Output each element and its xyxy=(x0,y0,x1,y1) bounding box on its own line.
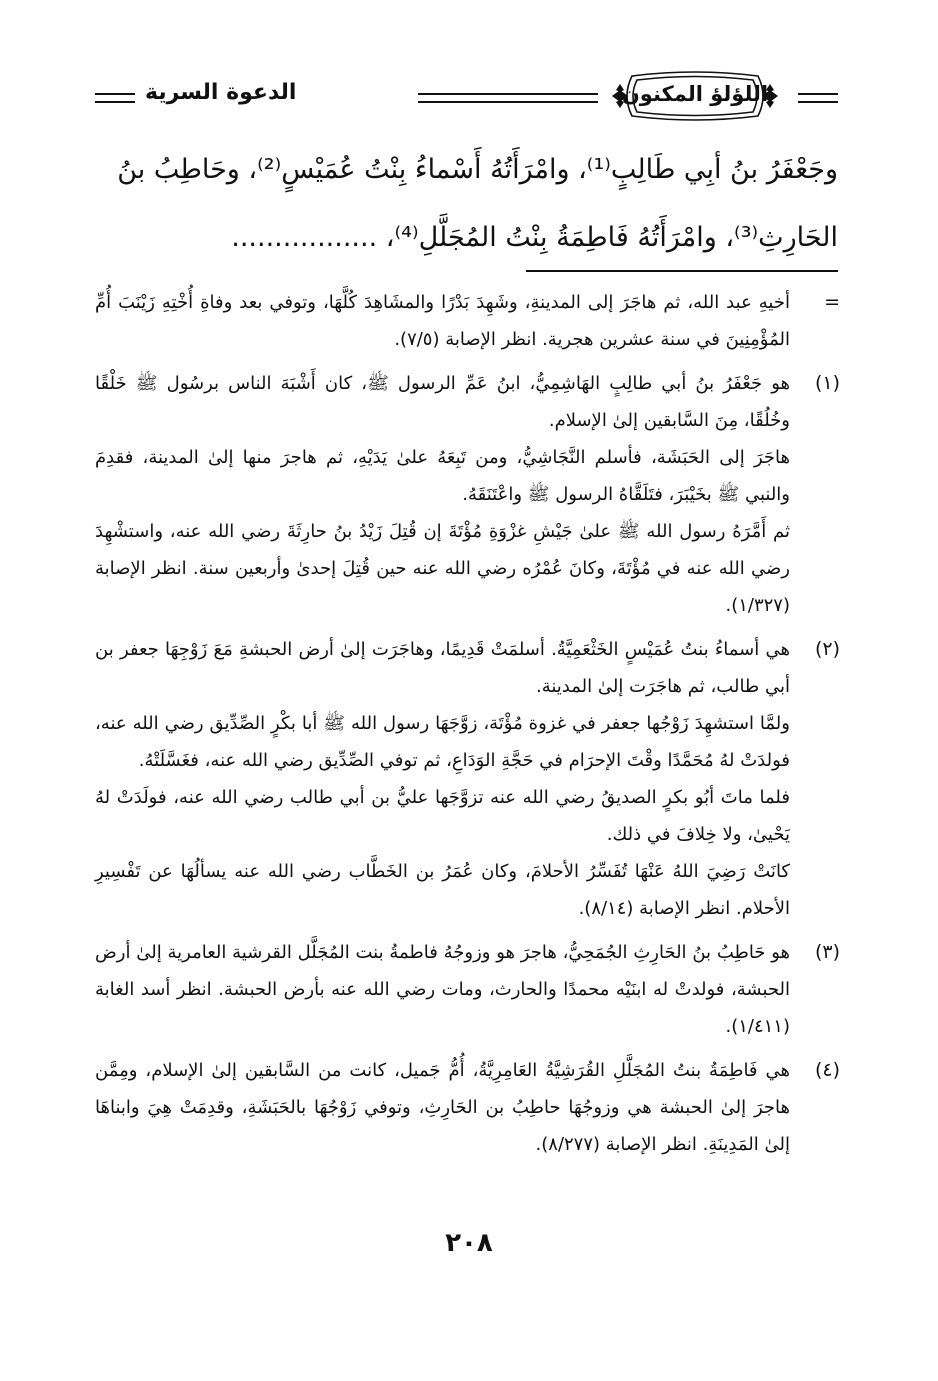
section-title: الدعوة السرية xyxy=(145,80,297,105)
footnote-paragraph: هي أسماءُ بنتُ عُمَيْسٍ الخَثْعَمِيَّةُ. أسلمَتْ قَدِيمًا، وهاجَرَت إلىٰ أرض الحبشةِ مَعَ زَوْجِهَا جعفر بن أبي طالب، ثم هاجَرَت إلىٰ المدينة. xyxy=(95,639,790,697)
page-number: ٢٠٨ xyxy=(445,1228,493,1258)
footnote-paragraph: هو جَعْفَرُ بنُ أبي طالِبٍ الهَاشِمِيُّ، ابنُ عَمِّ الرسول ﷺ، كان أَشْبَهَ الناس برسُول ﷺ خَلْقًا وخُلُقًا، مِنَ السَّابقين إلىٰ الإسلام. xyxy=(95,373,790,431)
footnote-continued xyxy=(95,284,840,358)
footnote-mark: (٤) xyxy=(814,1059,840,1081)
footnote-paragraph: ثم أَمَّرَهُ رسول الله ﷺ علىٰ جَيْشِ غزْوَةِ مُؤْتَةَ إن قُتِلَ زَيْدُ بنُ حارِثَةَ رضي الله عنه، واستشْهِدَ رضي الله عنه في مُؤْتَةَ، وكانَ عُمْرُه رضي الله عنه حين قُتِلَ إحدىٰ وأربعين سنة. انظر الإصابة (١/٣٢٧). xyxy=(95,521,790,616)
header-rule-middle xyxy=(418,93,598,103)
header-rule-left xyxy=(95,93,135,103)
footnote-paragraph: ولمَّا استشهِدَ زَوْجُها جعفر في غزوة مُؤْتَة، زوَّجَهَا رسول الله ﷺ أبا بكْرٍ الصِّدِّيق رضي الله عنه، فولدَتْ لهُ مُحَمَّدًا وقْتَ الإحرَام في حَجَّةِ الوَدَاعِ، ثم توفي الصِّدِّيق رضي الله عنه، فغَسَّلَتْهُ. xyxy=(95,713,790,771)
footnote-paragraph: كانَتْ رَضِيَ اللهُ عَنْهَا تُفَسِّرُ الأحلامَ، وكان عُمَرُ بن الخَطَّاب رضي الله عنه يسألُهَا عن تَفْسِيرِ الأحلام. انظر الإصابة (٨/١٤). xyxy=(95,861,790,919)
footnote-paragraph: هاجَرَ إلى الحَبَشَة، فأسلم النَّجَاشِيُّ، ومن تَبِعَهُ علىٰ يَدَيْهِ، ثم هاجرَ منها إلىٰ المدينة، فقدِمَ والنبي ﷺ بخَيْبَرَ، فتَلَقَّاهُ الرسول ﷺ واعْتَنَقَهُ. xyxy=(95,447,790,505)
book-title-ornament xyxy=(610,66,780,126)
main-text xyxy=(100,136,838,272)
footnote-paragraph: هو حَاطِبُ بنُ الحَارِثِ الجُمَحِيُّ، هاجرَ هو وزوجُهُ فاطمةُ بنت المُجَلَّل القرشية العامرية إلىٰ أرض الحبشة، فولدتْ له ابنَيْه محمدًا والحارث، ومات رضي الله عنه بأرض الحبشة. انظر أسد الغابة (١/٤١١). xyxy=(95,942,790,1037)
footnote-4 xyxy=(95,1052,840,1163)
footnote-mark: = xyxy=(824,291,840,313)
main-text-line-2 xyxy=(100,204,838,272)
main-text-line-2-content: الحَارِثِ⁽³⁾، وامْرَأَتُهُ فَاطِمَةُ بِنْتُ المُجَلَّلِ⁽⁴⁾، xyxy=(385,222,838,253)
main-text-line-1: وجَعْفَرُ بنُ أبِي طَالِبٍ⁽¹⁾، وامْرَأَتُهُ أَسْماءُ بِنْتُ عُمَيْسٍ⁽²⁾، وحَاطِبُ بنُ xyxy=(117,154,838,185)
footnote-3 xyxy=(95,934,840,1045)
footnote-mark: (٢) xyxy=(814,638,840,660)
dot-leader: ................. xyxy=(231,222,378,253)
book-title: اللؤلؤ المكنون xyxy=(621,82,769,106)
footnote-paragraph: أخيهِ عبد الله، ثم هاجَرَ إلى المدينةِ، وشَهِدَ بَدْرًا والمشَاهِدَ كُلَّهَا، وتوفي بعد وفاةِ أُخْتِهِ زَيْنَبَ أُمِّ المُؤْمِنِينَ في سنة عشرين هجرية. انظر الإصابة (٧/٥). xyxy=(95,292,790,350)
footnote-1 xyxy=(95,365,840,624)
footnote-2 xyxy=(95,631,840,927)
footnote-mark: (٣) xyxy=(814,941,840,963)
footnote-paragraph: فلما ماتَ أبُو بكرٍ الصديقُ رضي الله عنه تزوَّجَها عليُّ بن أبي طالب رضي الله عنه، فولَدَتْ لهُ يَحْيىٰ، ولا خِلافَ في ذلك. xyxy=(95,787,790,845)
footnotes xyxy=(95,284,840,1170)
footnote-separator xyxy=(526,270,838,272)
header-rule-right xyxy=(798,93,838,103)
running-header xyxy=(95,66,838,126)
footnote-paragraph: هي فَاطِمَةُ بنتُ المُجَلَّلِ القُرَشِيَّةُ العَامِرِيَّةُ، أُمُّ جَميل، كانت من السَّابقين إلىٰ الإسلام، ومِمَّن هاجرَ إلىٰ الحبشة هي وزوجُهَا حاطِبُ بن الحَارِثِ، وتوفي زَوْجُهَا بالحَبَشَةِ، وقدِمَتْ هِيَ وابناهَا إلىٰ المَدِينَةِ. انظر الإصابة (٨/٢٧٧). xyxy=(95,1060,790,1155)
footnote-mark: (١) xyxy=(814,372,840,394)
